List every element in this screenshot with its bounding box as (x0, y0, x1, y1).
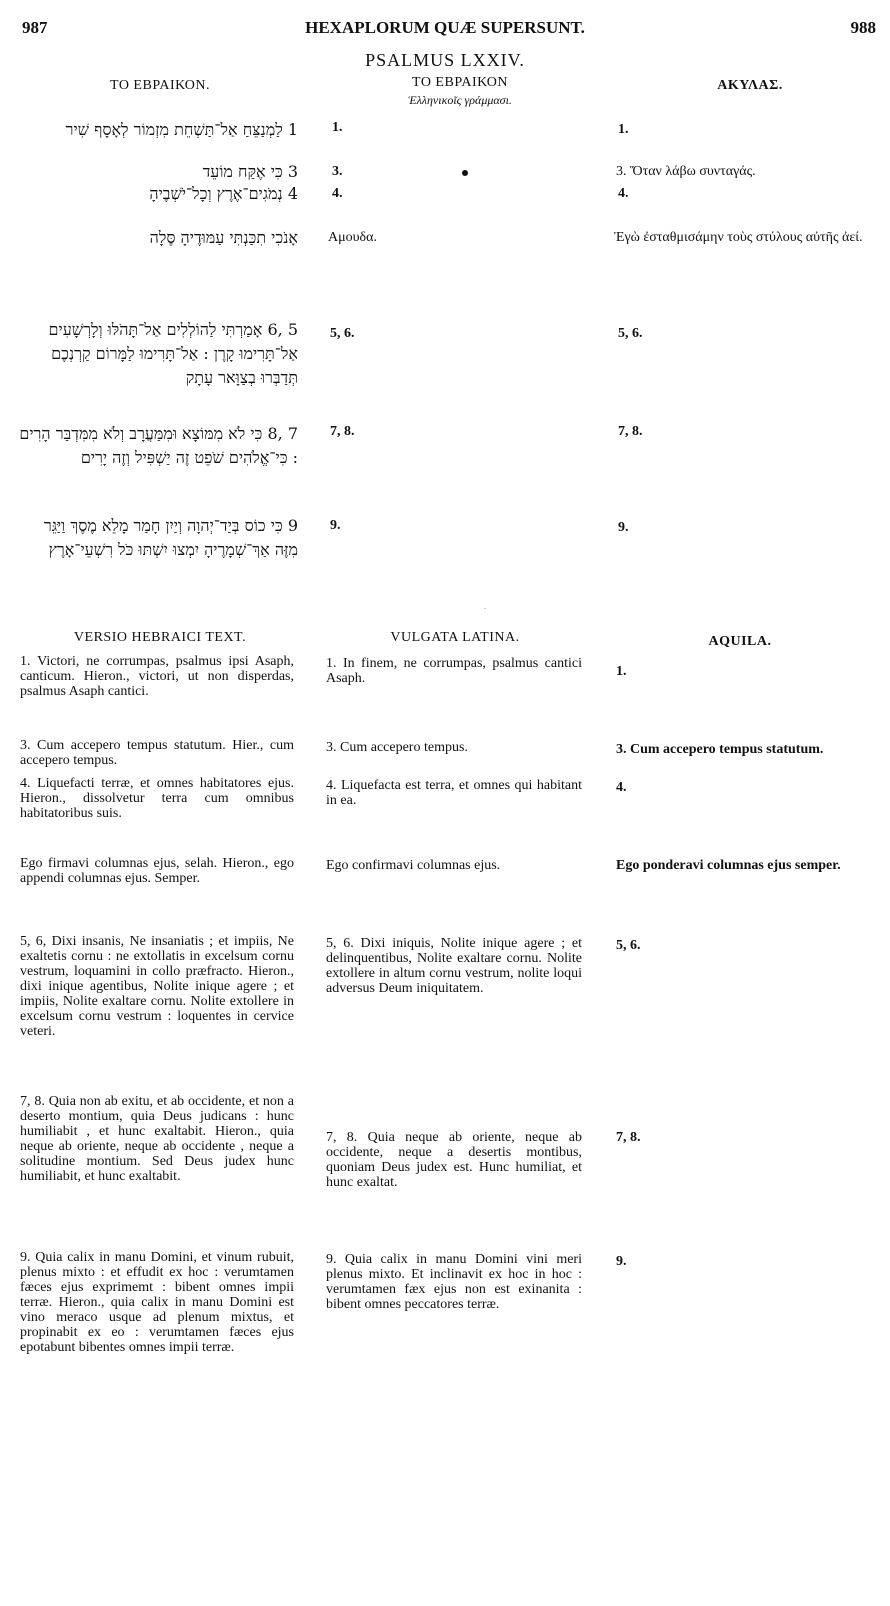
aquila-latin-row-9: 9. (616, 1254, 627, 1269)
translit-column-subtitle: Ἑλληνικοῖς γράμμασι. (408, 93, 512, 107)
vulgata-row-9: 9. Quia calix in manu Domini vini meri plenus mixto. Et inclinavit ex hoc in hoc : verumtamen fæx ejus non est exinanita : bibent omnes peccatores terræ. (326, 1252, 582, 1312)
vulgata-row-7-8: 7, 8. Quia neque ab oriente, neque ab occidente, neque a desertis montibus, quoniam Deus judex est. Hunc humiliat, et hunc exaltat. (326, 1130, 582, 1190)
aquila-greek-column-title: ΑΚΥΛΑΣ. (717, 78, 783, 93)
versio-row-ego: Ego firmavi columnas ejus, selah. Hieron., ego appendi columnas ejus. Semper. (20, 856, 294, 886)
aquila-greek-row-5-6: 5, 6. (618, 326, 643, 341)
stray-mark (484, 608, 486, 609)
versio-row-7-8: 7, 8. Quia non ab exitu, et ab occidente, et non a deserto montium, quia Deus judicans : hunc humiliabit , et hunc exaltabit. Hieron., quia neque ab oriente, neque ab occidente , neque a solitudine montium. Sed Deus judex hunc humiliabit, et hunc exaltabit. (20, 1094, 294, 1184)
translit-row-ego: Αμουδα. (328, 230, 377, 245)
aquila-greek-row-9: 9. (618, 520, 629, 535)
aquila-latin-row-4: 4. (616, 780, 627, 795)
aquila-greek-row-3: 3. Ὅταν λάβω συνταγάς. (616, 164, 756, 179)
vulgata-row-4: 4. Liquefacta est terra, et omnes qui habitant in ea. (326, 778, 582, 808)
versio-column-title: VERSIO HEBRAICI TEXT. (73, 630, 247, 645)
aquila-latin-row-7-8: 7, 8. (616, 1130, 641, 1145)
hebrew-row-5-6: 5 ,6 אָמַרְתִּי לַהוֹלְלִים אַל־תָּהֹלּוּ וְלָרְשָׁעִים אַל־תָּרִימוּ קָרֶן : אַל־תָּרִימוּ לַמָּרוֹם קַרְנְכֶם תְּדַבְּרוּ בְצַוָּאר עָתָק (48, 320, 298, 387)
aquila-greek-row-1: 1. (618, 122, 629, 137)
running-title: HEXAPLORUM QUÆ SUPERSUNT. (305, 18, 585, 37)
hebrew-column-title: ΤΟ ΕΒΡΑΙΚΟΝ. (110, 78, 210, 93)
hebrew-row-1: 1 לַמְנַצֵּחַ אַל־תַּשְׁחֵת מִזְמוֹר לְאָסָף שִׁיר (65, 120, 298, 139)
aquila-latin-column-title: AQUILA. (708, 634, 772, 649)
translit-row-4: 4. (332, 186, 343, 201)
versio-row-9: 9. Quia calix in manu Domini, et vinum rubuit, plenus mixto : et effudit ex hoc : verumtamen fæces ejus exprimemt : bibent omnes impii terræ. Hieron., quia calix in manu Domini est vino meraco usque ad plenum mixtus, et propinabit ex eo : verumtamen fæces ejus epotabunt bibentes omnes impii terræ. (20, 1250, 294, 1355)
aquila-greek-row-7-8: 7, 8. (618, 424, 643, 439)
translit-row-3: 3. (332, 164, 343, 179)
translit-row-9: 9. (330, 518, 341, 533)
vulgata-row-5-6: 5, 6. Dixi iniquis, Nolite inique agere ; et delinquentibus, Nolite exaltare cornu. Nolite extollere in altum cornu vestrum, nolite loqui adversus Deum iniquitatem. (326, 936, 582, 996)
hebrew-row-3: 3 כִּי אֶקַּח מוֹעֵד (202, 162, 298, 181)
hebrew-row-4: 4 נְמֹגִים־אֶרֶץ וְכָל־יֹשְׁבֶיהָ (149, 184, 298, 203)
page-number-right: 988 (850, 18, 876, 37)
vulgata-row-1: 1. In finem, ne corrumpas, psalmus cantici Asaph. (326, 656, 582, 686)
translit-column-title: ΤΟ ΕΒΡΑΙΚΟΝ (412, 75, 508, 90)
translit-row-1: 1. (332, 120, 343, 135)
hebrew-row-9: 9 כִּי כוֹס בְּיַד־יְהוָה וְיַיִן חָמַר מָלֵא מֶסֶךְ וַיַּגֵּר מִזֶּה אַךְ־שְׁמָרֶיהָ יִמְצוּ יִשְׁתּוּ כֹּל רִשְׁעֵי־אָרֶץ (43, 516, 298, 559)
vulgata-column-title: VULGATA LATINA. (390, 630, 520, 645)
hebrew-row-ego: אָנֹכִי תִכַּנְתִּי עַמּוּדֶיהָ סֶּלָה (149, 228, 298, 247)
versio-row-3: 3. Cum accepero tempus statutum. Hier., cum accepero tempus. (20, 738, 294, 768)
vulgata-row-3: 3. Cum accepero tempus. (326, 740, 468, 755)
aquila-latin-row-1: 1. (616, 664, 627, 679)
versio-row-4: 4. Liquefacti terræ, et omnes habitatores ejus. Hieron., dissolvetur terra cum omnibus habitatoribus suis. (20, 776, 294, 821)
vulgata-row-ego: Ego confirmavi columnas ejus. (326, 858, 501, 873)
aquila-latin-row-3: 3. Cum accepero tempus statutum. (616, 742, 824, 757)
psalm-title: PSALMUS LXXIV. (365, 50, 525, 70)
page-number-left: 987 (22, 18, 48, 37)
translit-row-5-6: 5, 6. (330, 326, 355, 341)
aquila-latin-row-5-6: 5, 6. (616, 938, 641, 953)
aquila-greek-row-4: 4. (618, 186, 629, 201)
ink-dot-mark (462, 170, 468, 176)
hebrew-row-7-8: 7 ,8 כִּי לֹא מִמּוֹצָא וּמִמַּעֲרָב וְלֹא מִמִּדְבַּר הָרִים : כִּי־אֱלֹהִים שֹׁפֵט זֶה יַשְׁפִּיל וְזֶה יָרִים (19, 424, 298, 467)
versio-row-1: 1. Victori, ne corrumpas, psalmus ipsi Asaph, canticum. Hieron., victori, ut non disperdas, psalmus Asaph cantici. (20, 654, 294, 699)
aquila-latin-row-ego: Ego ponderavi columnas ejus semper. (616, 858, 841, 873)
versio-row-5-6: 5, 6, Dixi insanis, Ne insaniatis ; et impiis, Ne exaltetis cornu : ne extollatis in excelsum cornu vestrum, loquamini in collo præfracto. Hieron., dixi inique agentibus, Nolite inique agere ; et impiis, Nolite exaltare cornu. Nolite extollere in excelsum cornu vestrum : loquentes in cervice veteri. (20, 934, 294, 1039)
aquila-greek-row-ego: Ἐγὼ ἐσταθμισάμην τοὺς στύλους αὐτῆς ἀεί. (614, 230, 863, 245)
translit-row-7-8: 7, 8. (330, 424, 355, 439)
